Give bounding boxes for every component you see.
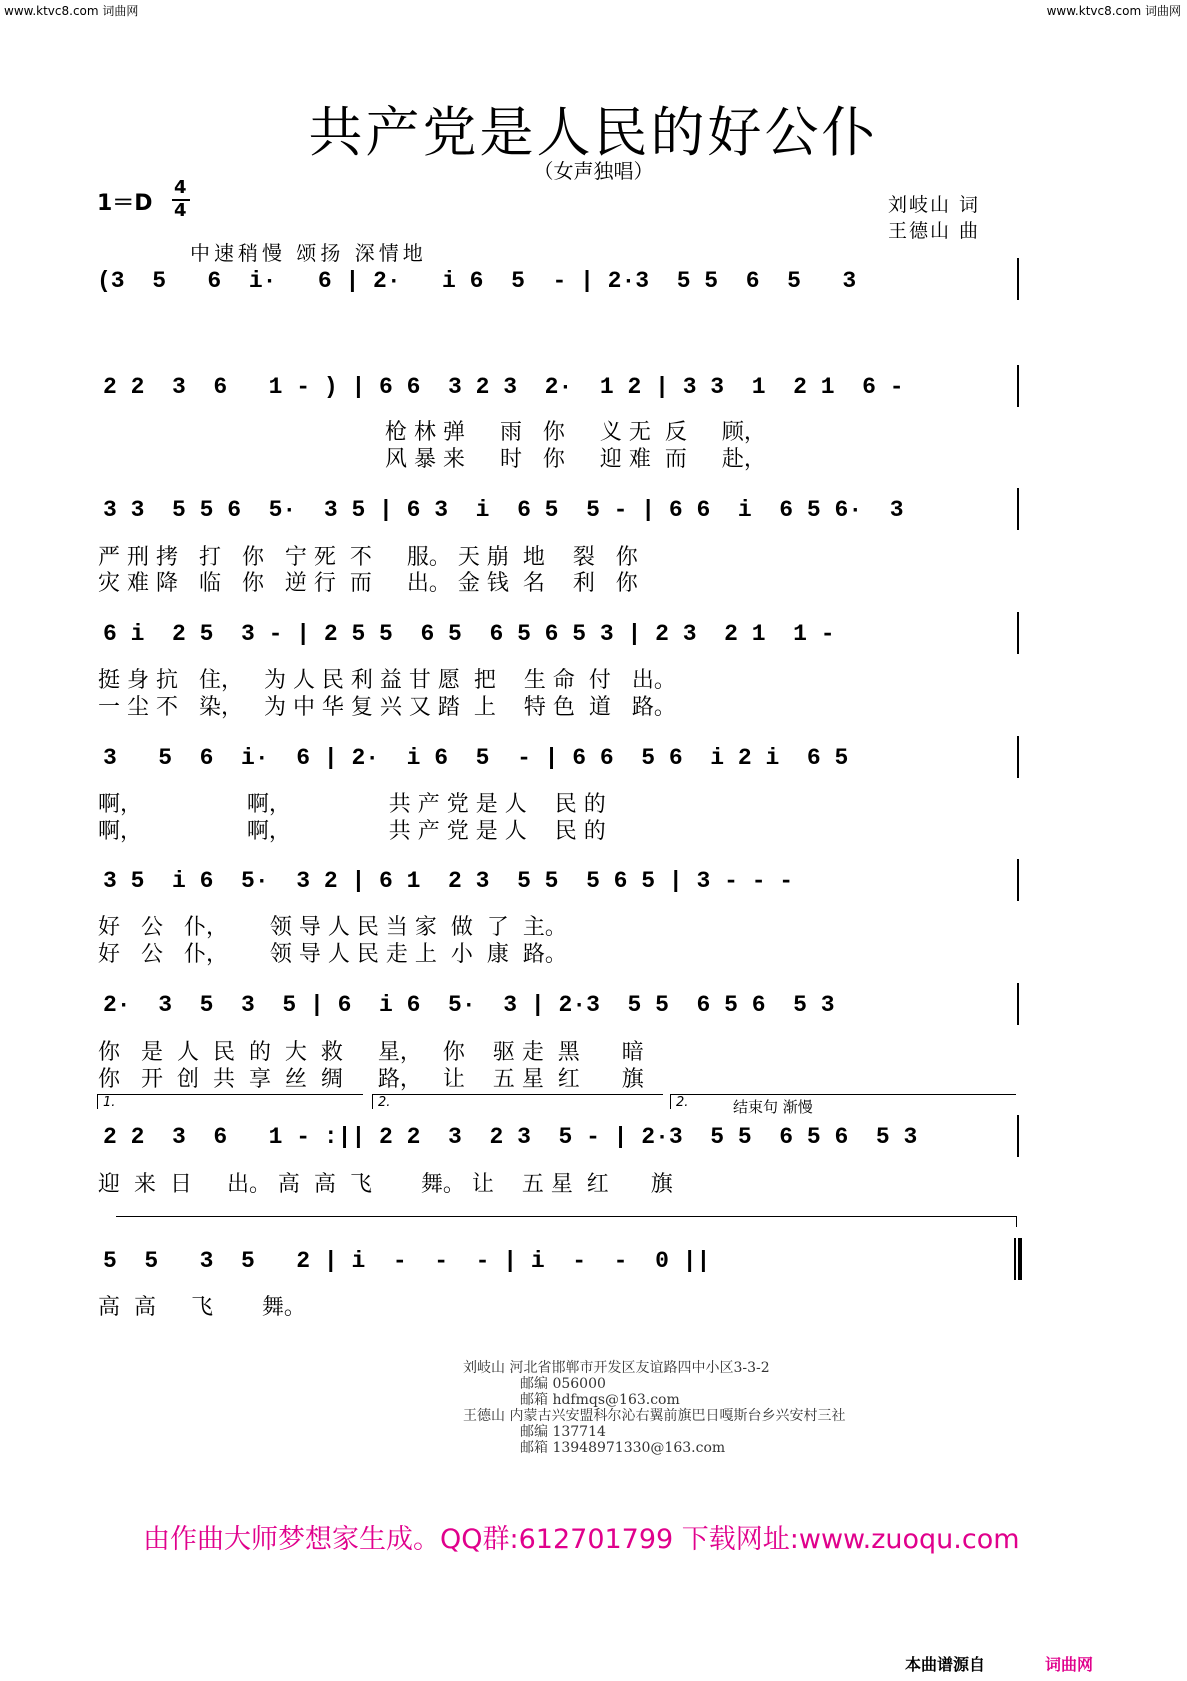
- notation-row-2: 2 2 3 6 1 - ) | 6 6 3 2 3 2· 1 2 | 3 3 1 2 1 6 -: [103, 374, 904, 400]
- key-signature: 1＝D: [97, 191, 153, 216]
- notation-row-9: 5 5 3 5 2 | i - - - | i - - 0 ||: [103, 1248, 711, 1274]
- row-2-end-barline: [1017, 365, 1019, 407]
- generator-footer[interactable]: 由作曲大师梦想家生成。QQ群:612701799 下载网址:www.zuoqu.com: [143, 1524, 1020, 1555]
- notation-row-3: 3 3 5 5 6 5· 3 5 | 6 3 i 6 5 5 - | 6 6 i 6 5 6· 3: [103, 497, 904, 523]
- volta-bracket-2: [372, 1094, 663, 1109]
- volta-label-1: 1.: [103, 1095, 116, 1110]
- notation-row-1: (3 5 6 i· 6 | 2· i 6 5 - | 2·3 5 5 6 5 3: [97, 268, 857, 294]
- ending-tempo-note: 结束句 渐慢: [733, 1098, 813, 1116]
- row-5-end-barline: [1017, 736, 1019, 778]
- lyrics-row-4-verse-2: 一 尘 不 染， 为 中 华 复 兴 又 踏 上 特 色 道 路。: [98, 695, 676, 720]
- lyrics-row-7-verse-2: 你 开 创 共 享 丝 绸 路， 让 五 星 红 旗: [98, 1067, 644, 1092]
- contact-line-2: 邮编 056000: [520, 1376, 606, 1392]
- lyrics-row-2-verse-2: 风 暴 来 时 你 迎 难 而 赴，: [385, 447, 766, 472]
- lyrics-row-9: 高 高 飞 舞。: [98, 1295, 306, 1320]
- time-signature-top: 4: [174, 177, 187, 198]
- page-subtitle: （女声独唱）: [533, 159, 654, 183]
- row-6-end-barline: [1017, 859, 1019, 901]
- volta-bracket-1: [97, 1094, 363, 1109]
- volta-bracket-3: [670, 1094, 1016, 1109]
- final-barline-thick: [1018, 1238, 1022, 1280]
- composer-credit: 王德山 曲: [888, 220, 981, 242]
- lyrics-row-8: 迎 来 日 出。 高 高 飞 舞。 让 五 星 红 旗: [98, 1172, 673, 1197]
- site-logo[interactable]: 词曲网: [1045, 1655, 1094, 1674]
- lyricist-credit: 刘岐山 词: [888, 194, 981, 216]
- lyrics-row-7-verse-1: 你 是 人 民 的 大 救 星， 你 驱 走 黑 暗: [98, 1040, 644, 1065]
- row-1-end-barline: [1017, 258, 1019, 300]
- notation-row-6: 3 5 i 6 5· 3 2 | 6 1 2 3 5 5 5 6 5 | 3 - - -: [103, 868, 794, 894]
- lyrics-row-4-verse-1: 挺 身 抗 住， 为 人 民 利 益 甘 愿 把 生 命 付 出。: [98, 668, 676, 693]
- row-4-end-barline: [1017, 612, 1019, 654]
- time-signature-bottom: 4: [174, 200, 187, 221]
- final-barline-thin: [1014, 1238, 1016, 1280]
- row-3-end-barline: [1017, 488, 1019, 530]
- row-8-end-barline: [1017, 1115, 1019, 1157]
- contact-line-3[interactable]: 邮箱 hdfmqs@163.com: [520, 1392, 680, 1408]
- notation-row-5: 3 5 6 i· 6 | 2· i 6 5 - | 6 6 5 6 i 2 i 6 5: [103, 745, 849, 771]
- contact-line-1: 刘岐山 河北省邯郸市开发区友谊路四中小区3-3-2: [463, 1360, 770, 1376]
- lyrics-row-5-verse-1: 啊， 啊， 共 产 党 是 人 民 的: [98, 792, 606, 817]
- contact-line-6[interactable]: 邮箱 13948971330@163.com: [520, 1440, 726, 1456]
- site-header-right[interactable]: www.ktvc8.com 词曲网: [1046, 4, 1181, 18]
- contact-line-4: 王德山 内蒙古兴安盟科尔沁右翼前旗巴日嘎斯台乡兴安村三社: [463, 1408, 846, 1424]
- notation-row-7: 2· 3 5 3 5 | 6 i 6 5· 3 | 2·3 5 5 6 5 6 5 3: [103, 992, 835, 1018]
- site-header-left[interactable]: www.ktvc8.com 词曲网: [4, 4, 139, 18]
- source-label: 本曲谱源自: [905, 1655, 986, 1674]
- notation-row-4: 6 i 2 5 3 - | 2 5 5 6 5 6 5 6 5 3 | 2 3 2 1 1 -: [103, 621, 835, 647]
- coda-bracket: [116, 1216, 1017, 1227]
- lyrics-row-3-verse-1: 严 刑 拷 打 你 宁 死 不 服。 天 崩 地 裂 你: [98, 545, 638, 570]
- page-title: 共产党是人民的好公仆: [308, 101, 879, 164]
- lyrics-row-2-verse-1: 枪 林 弹 雨 你 义 无 反 顾，: [385, 420, 766, 445]
- row-7-end-barline: [1017, 983, 1019, 1025]
- lyrics-row-5-verse-2: 啊， 啊， 共 产 党 是 人 民 的: [98, 819, 606, 844]
- lyrics-row-3-verse-2: 灾 难 降 临 你 逆 行 而 出。 金 钱 名 利 你: [98, 571, 638, 596]
- contact-line-5: 邮编 137714: [520, 1424, 606, 1440]
- notation-row-8: 2 2 3 6 1 - :|| 2 2 3 2 3 5 - | 2·3 5 5 6 5 6 5 3: [103, 1124, 918, 1150]
- lyrics-row-6-verse-2: 好 公 仆， 领 导 人 民 走 上 小 康 路。: [98, 942, 567, 967]
- tempo-marking: 中速稍慢 颂扬 深情地: [190, 241, 427, 265]
- lyrics-row-6-verse-1: 好 公 仆， 领 导 人 民 当 家 做 了 主。: [98, 915, 567, 940]
- volta-label-3: 2.: [676, 1095, 689, 1110]
- volta-label-2: 2.: [378, 1095, 391, 1110]
- contact-block: [463, 1360, 845, 1456]
